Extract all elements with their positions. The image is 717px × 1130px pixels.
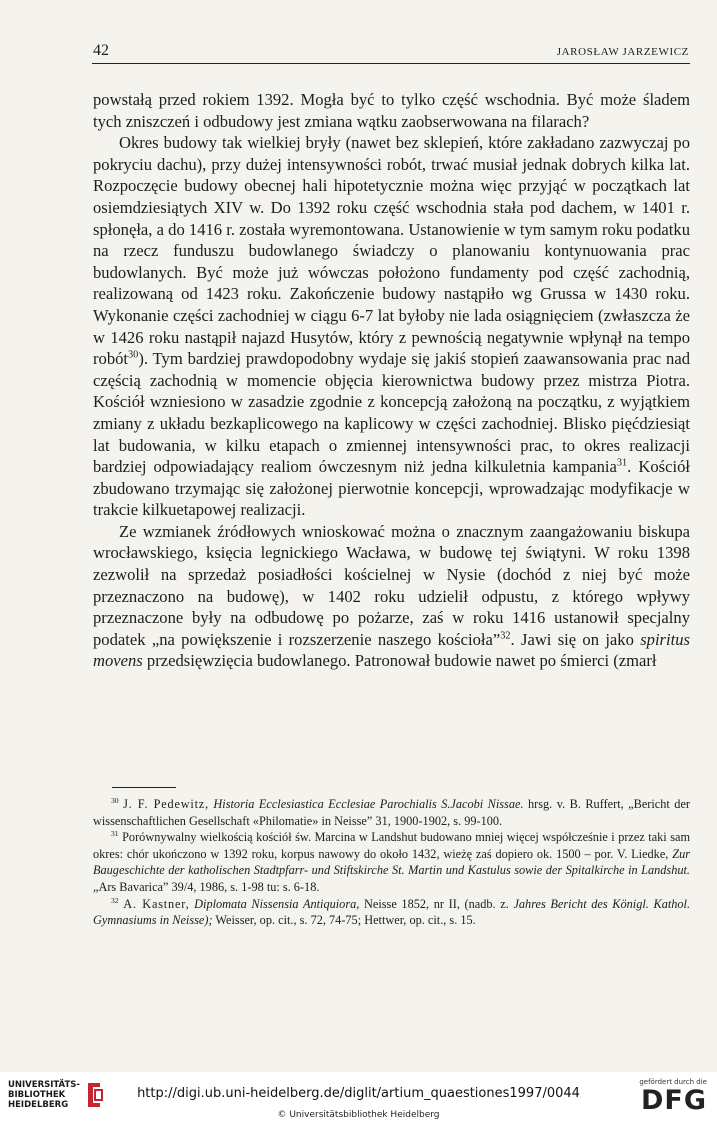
footnote-32-number: 32 [111,895,119,905]
footnote-31-number: 31 [111,829,119,839]
footnote-30 [93,796,690,829]
paragraph-2 [93,132,690,521]
library-name: UNIVERSITÄTS- BIBLIOTHEK HEIDELBERG [8,1080,80,1110]
footnote-30-rest: hrsg. v. B. Ruffert, „Bericht der wissenschaftlichen Gesellschaft «Philomatie» in Neisse” 31, 1900-1902, s. 99-100. [93,797,690,828]
paragraph-1-text: powstałą przed rokiem 1392. Mogła być to tylko część wschodnia. Być może śladem tych zniszczeń i odbudowy jest zmiana wątku zaobserwowana na filarach? [93,90,690,131]
dfg-logo[interactable] [639,1078,707,1116]
header-rule [92,63,690,64]
footnote-31-text: Porównywalny wielkością kościół św. Marcina w Landshut budowano mniej więcej współcześnie i przez taki sam okres: chór ukończono w 1392 roku, korpus nawowy do około 1432, wieżę zaś dopiero ok. 1500 – por. V. Liedke, [93,830,691,861]
footnote-30-title: Historia Ecclesiastica Ecclesiae Parochialis S.Jacobi Nissae. [213,797,524,811]
paragraph-3-italic: spiritus movens [93,629,690,671]
body-text [93,89,690,672]
funder-logo: DFG [640,1085,707,1116]
footnote-rule [112,787,176,788]
footnotes [93,796,690,929]
footnote-32-rest: Weisser, op. cit., s. 72, 74-75; Hettwer, op. cit., s. 15. [215,913,476,928]
paragraph-3-text-c: przedsięwzięcia budowlanego. Patronował budowie nawet po śmierci (zmarł [142,651,657,671]
footnote-32 [93,896,690,929]
paragraph-3 [93,521,690,672]
page-number: 42 [93,42,109,59]
footnote-32-title: Diplomata Nissensia Antiquiora, [194,896,360,911]
footnote-32-title-2: Jahres Bericht des Königl. Kathol. Gymnasiums in Neisse); [93,896,691,928]
digitization-footer [0,1072,717,1130]
footnote-30-number: 30 [111,795,119,805]
footnote-32-text: Neisse 1852, nr II, (nadb. z. [364,896,509,911]
footnote-ref-32[interactable]: 32 [500,630,511,642]
footnote-32-author: A. Kastner, [123,896,190,911]
paragraph-2-text-a: Okres budowy tak wielkiej bryły (nawet bez sklepień, które zakładano zazwyczaj po pokryciu dachu), przy dużej intensywności robót, trwać musiał jednak dobrych kilka lat. Rozpoczęcie budowy obecnej hali hipotetycznie można więc przyjąć w początkach lat osiemdziesiątych XIV w. Do 1392 roku część wschodnia stała pod dachem, w 1401 r. spłonęła, a do 1416 r. została wyremontowana. Ustanowienie w tym samym roku podatku na rzecz funduszu budowlanego świadczy o planowaniu kontynuowania prac budowlanych. Być może już wówczas położono fundamenty pod część zachodnią, realizowaną od 1423 roku. Zakończenie budowy nastąpiło wg Grussa w 1430 roku. Wykonanie części zachodniej w ciągu 6-7 lat byłoby nie lada osiągnięciem (zwłaszcza że w 1426 roku nastąpił najazd Husytów, który z pewnością negatywnie wpłynął na tempo robót [93,133,690,369]
running-head: JAROSŁAW JARZEWICZ [556,46,689,58]
paragraph-1 [93,89,690,132]
footnote-31-rest: „Ars Bavarica” 39/4, 1986, s. 1-98 tu: s. 6-18. [93,879,320,894]
copyright-notice: © Universitätsbibliothek Heidelberg [277,1110,440,1120]
paragraph-2-text-c: . Kościół zbudowano trzymając się założonej pierwotnie koncepcji, wprowadzając modyfikacje w trakcie kilkuetapowej realizacji. [93,457,690,520]
footnote-31 [93,829,690,895]
funder-note: gefördert durch die [639,1078,707,1086]
footnote-30-author: J. F. Pedewitz, [123,797,209,811]
footnote-ref-31[interactable]: 31 [616,457,628,469]
permalink-url[interactable]: http://digi.ub.uni-heidelberg.de/diglit/artium_quaestiones1997/0044 [137,1086,580,1101]
footnote-31-title: Zur Baugeschichte der katholischen Stadtpfarr- und Stiftskirche St. Martin und Kastulus sowie der Spitalkirche in Landshut. [93,846,691,878]
footnote-ref-30[interactable]: 30 [128,349,139,361]
paragraph-2-text-b: ). Tym bardziej prawdopodobny wydaje się jakiś stopień zaawansowania prac nad częścią zachodnią w momencie objęcia kierownictwa budowy przez mistrza Piotra. Kościół wzniesiono w zasadzie zgodnie z koncepcją założoną na początku, z wyjątkiem zmiany z układu bezkaplicowego na kaplicowy w części zachodniej. Blisko pięćdziesiąt lat budowania, w kilku etapach o zmiennej intensywności prac, to okres realizacji bardziej odpowiadający realiom ówczesnym niż jedna kilkuletnia kampania [93,349,690,477]
paragraph-3-text-a: Ze wzmianek źródłowych wnioskować można o znacznym zaangażowaniu biskupa wrocławskiego, księcia legnickiego Wacława, w budowę tej świątyni. W roku 1398 zezwolił na sprzedaż posiadłości kościelnej w Nysie (dochód z niej być może przeznaczono na budowę), w 1402 roku udzielił odpustu, z którego wpływy przeznaczone były na odbudowę po pożarze, zaś w roku 1416 ustanowił specjalny podatek „na powiększenie i rozszerzenie naszego kościoła” [93,521,690,649]
paragraph-3-text-b: . Jawi się on jako [510,629,641,649]
